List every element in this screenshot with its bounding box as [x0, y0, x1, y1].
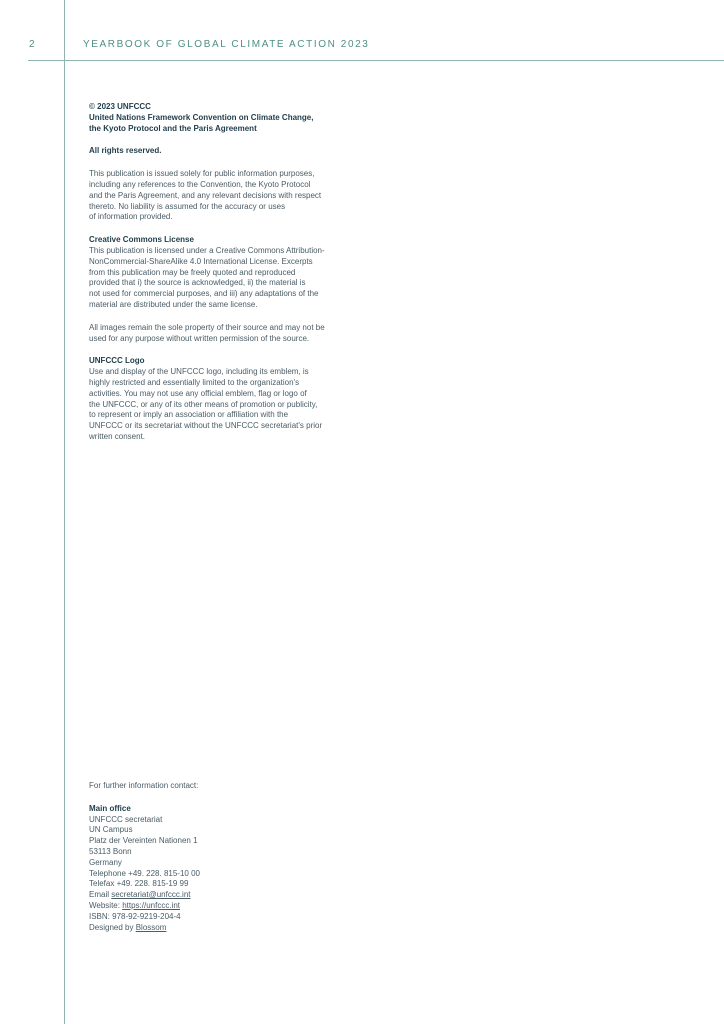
contact-isbn: ISBN: 978-92-9219-204-4 [89, 911, 181, 921]
contact-street: Platz der Vereinten Nationen 1 [89, 836, 198, 846]
rights-statement: All rights reserved. [89, 146, 162, 156]
contact-campus: UN Campus [89, 825, 133, 835]
organization-name: United Nations Framework Convention on Climate Change, [89, 112, 314, 122]
designer-link[interactable]: Blossom [135, 922, 167, 932]
contact-block [89, 781, 339, 933]
website-label: Website: [89, 900, 123, 910]
logo-heading: UNFCCC Logo [89, 356, 145, 366]
imprint-block [89, 102, 359, 443]
designed-by-label: Designed by [89, 922, 136, 932]
logo-paragraph: Use and display of the UNFCCC logo, including its emblem, is highly restricted and essentially limited to the organization's activities. You may not use any official emblem, flag or logo of the UNFCCC, or any of its other means of promotion or publicity, to represent or imply an association or affiliation with the UNFCCC or its secretariat without the UNFCCC secretariat's prior written consent. [89, 367, 323, 441]
contact-city: 53113 Bonn [89, 846, 132, 856]
organization-name-cont: the Kyoto Protocol and the Paris Agreement [89, 123, 257, 133]
page-number: 2 [29, 39, 36, 50]
contact-email-line [89, 890, 339, 901]
website-link[interactable]: https://unfccc.int [122, 900, 181, 910]
contact-country: Germany [89, 857, 122, 867]
contact-intro: For further information contact: [89, 781, 199, 790]
running-title: YEARBOOK OF GLOBAL CLIMATE ACTION 2023 [83, 39, 370, 50]
vertical-margin-rule [64, 0, 65, 1024]
cc-license-paragraph: This publication is licensed under a Creative Commons Attribution- NonCommercial-ShareAlike 4.0 International License. Excerpts from this publication may be freely quoted and reproduced provided that i) the source is acknowledged, ii) the material is not used for commercial purposes, and iii) any adaptations of the material are distributed under the same license. [89, 245, 325, 309]
disclaimer-paragraph: This publication is issued solely for public information purposes, including any references to the Convention, the Kyoto Protocol and the Paris Agreement, and any relevant decisions with respect thereto. No liability is assumed for the accuracy or uses of information provided. [89, 169, 322, 222]
images-note-paragraph: All images remain the sole property of their source and may not be used for any purpose without written permission of the source. [89, 322, 325, 343]
email-label: Email [89, 890, 112, 900]
contact-website-line [89, 901, 339, 912]
contact-telephone: Telephone +49. 228. 815-10 00 [89, 868, 200, 878]
main-office-heading: Main office [89, 803, 131, 813]
header-rule [28, 60, 724, 61]
designed-by-line [89, 923, 339, 934]
contact-telefax: Telefax +49. 228. 815-19 99 [89, 879, 189, 889]
copyright-line: © 2023 UNFCCC [89, 102, 151, 111]
contact-org: UNFCCC secretariat [89, 814, 163, 824]
cc-license-heading: Creative Commons License [89, 235, 194, 245]
email-link[interactable]: secretariat@unfccc.int [111, 890, 191, 900]
